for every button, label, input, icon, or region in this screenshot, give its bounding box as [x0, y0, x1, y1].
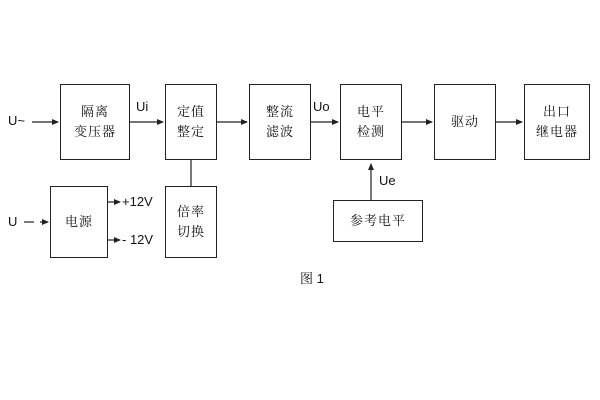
block-power-supply [50, 186, 108, 258]
label-supply-plus-12v: +12V [122, 194, 153, 209]
block-line: 整定 [176, 124, 205, 139]
block-line: 滤波 [265, 124, 294, 139]
block-line: 电源 [64, 214, 93, 229]
block-drive [434, 84, 496, 160]
block-line: 隔离 [80, 104, 109, 119]
block-output-relay [524, 84, 590, 160]
block-line: 电平 [356, 104, 385, 119]
block-reference-level [333, 200, 423, 242]
block-multiplier-switch [165, 186, 217, 258]
label-input-u-ac: U~ [8, 113, 25, 128]
label-signal-uo: Uo [313, 99, 330, 114]
block-line: 继电器 [535, 124, 578, 139]
block-line: 检测 [356, 124, 385, 139]
label-supply-minus-12v: - 12V [122, 232, 154, 247]
block-line: 参考电平 [349, 213, 406, 228]
label-input-u-dc: U [8, 214, 18, 229]
block-line: 驱动 [450, 114, 479, 129]
label-signal-ue: Ue [379, 173, 396, 188]
block-line: 定值 [176, 104, 205, 119]
block-line: 出口 [542, 104, 571, 119]
label-signal-ui: Ui [136, 99, 149, 114]
block-level-detection [340, 84, 402, 160]
block-setpoint-setting [165, 84, 217, 160]
figure-caption: 图 1 [300, 271, 324, 286]
block-line: 切换 [176, 224, 205, 239]
block-line: 倍率 [176, 204, 205, 219]
block-rectify-filter [249, 84, 311, 160]
block-line: 变压器 [73, 124, 116, 139]
block-line: 整流 [265, 104, 294, 119]
block-isolation-transformer [60, 84, 130, 160]
